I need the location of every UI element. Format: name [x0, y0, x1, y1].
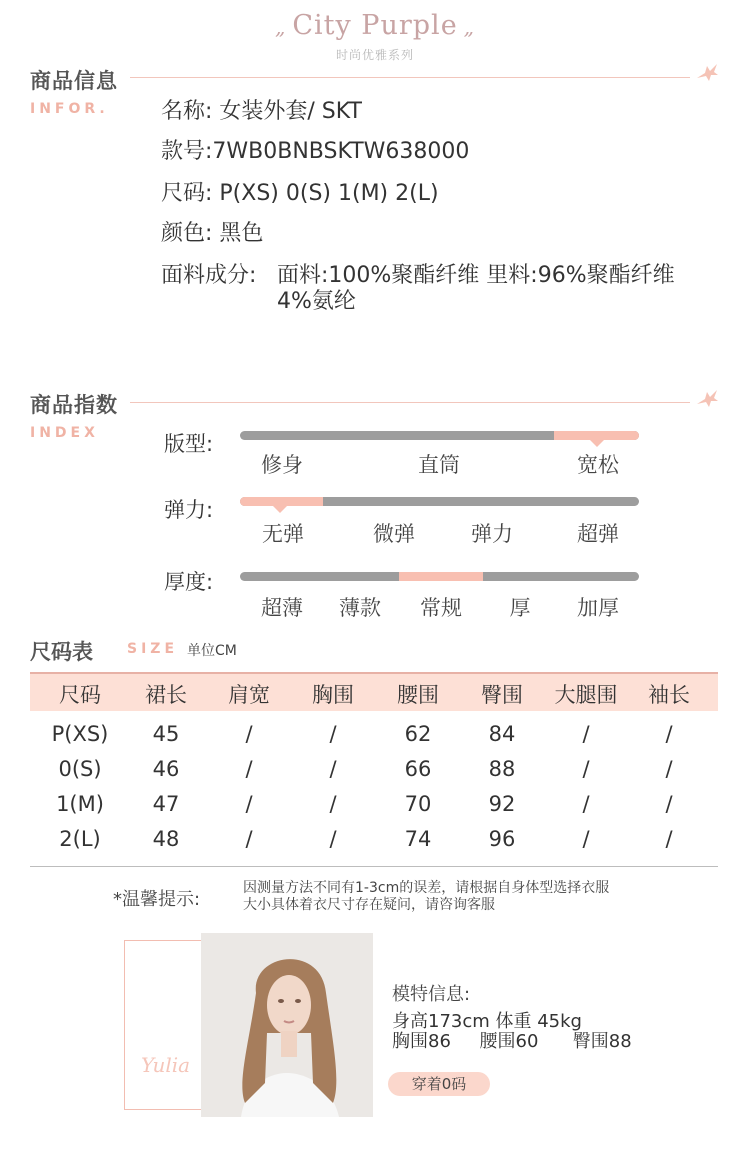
table-cell: /: [329, 827, 337, 851]
info-section-divider: [130, 77, 690, 78]
table-cell: 45: [152, 722, 180, 746]
size-section-title-en: SIZE: [127, 641, 179, 657]
table-cell: 1(M): [56, 792, 104, 816]
table-header-cell: 尺码: [59, 683, 101, 707]
elasticity-tick: 超弹: [577, 522, 619, 546]
table-header-cell: 胸围: [312, 683, 354, 707]
elasticity-marker: [273, 506, 287, 513]
table-cell: /: [665, 792, 673, 816]
table-row: [30, 722, 718, 752]
model-photo-art: [201, 933, 373, 1117]
table-header-cell: 腰围: [397, 683, 439, 707]
table-header-cell: 裙长: [145, 683, 187, 707]
table-cell: /: [665, 827, 673, 851]
pegasus-icon: [694, 386, 720, 412]
brand-quote-left: „: [274, 15, 287, 39]
table-cell: /: [245, 792, 253, 816]
info-sizes: 尺码: P(XS) 0(S) 1(M) 2(L): [161, 181, 439, 206]
info-color: 颜色: 黑色: [161, 221, 264, 246]
index-section-title: 商品指数: [30, 393, 118, 417]
table-cell: 84: [488, 722, 516, 746]
table-cell: P(XS): [51, 722, 109, 746]
thickness-tick: 厚: [509, 596, 531, 620]
model-measure-1: 身高173cm 体重 45kg: [392, 1011, 582, 1032]
table-cell: 74: [404, 827, 432, 851]
thickness-bar: [240, 572, 639, 581]
tip-line-1: 因测量方法不同有1-3cm的误差，请根据自身体型选择衣服: [243, 880, 610, 896]
thickness-tick: 超薄: [261, 596, 303, 620]
fit-tick: 修身: [261, 453, 303, 477]
fit-tick: 直筒: [418, 453, 460, 477]
table-cell: /: [582, 722, 590, 746]
size-section-title: 尺码表: [30, 640, 93, 664]
fit-tick: 宽松: [577, 453, 619, 477]
thickness-tick: 加厚: [577, 596, 619, 620]
table-cell: 46: [152, 757, 180, 781]
fit-marker: [590, 440, 604, 447]
table-header-cell: 臀围: [481, 683, 523, 707]
table-cell: /: [665, 722, 673, 746]
size-unit: 单位CM: [187, 643, 237, 659]
table-cell: 48: [152, 827, 180, 851]
thickness-tick: 薄款: [339, 596, 381, 620]
pegasus-icon: [694, 60, 720, 86]
info-fabric-line1: 面料:100%聚酯纤维 里料:96%聚酯纤维: [277, 263, 675, 288]
info-section-title-en: INFOR.: [30, 101, 109, 117]
table-cell: /: [329, 722, 337, 746]
info-fabric-label: 面料成分:: [161, 263, 257, 288]
table-cell: /: [329, 757, 337, 781]
model-name: Yulia: [141, 1053, 191, 1077]
table-cell: 88: [488, 757, 516, 781]
elasticity-tick: 弹力: [471, 522, 513, 546]
info-name: 名称: 女装外套/ SKT: [161, 99, 362, 124]
table-header-cell: 大腿围: [554, 683, 618, 707]
model-info-title: 模特信息:: [392, 984, 471, 1005]
brand-name: City Purple: [292, 10, 458, 41]
thickness-tick: 常规: [420, 596, 462, 620]
thickness-bar-highlight: [399, 572, 483, 581]
table-header-cell: 肩宽: [228, 683, 270, 707]
table-cell: /: [582, 757, 590, 781]
info-style-number: 款号:7WB0BNBSKTW638000: [161, 139, 470, 164]
elasticity-tick: 无弹: [262, 522, 304, 546]
info-section-title: 商品信息: [30, 69, 118, 93]
elasticity-tick: 微弹: [373, 522, 415, 546]
table-row: [30, 827, 718, 857]
elasticity-label: 弹力:: [164, 498, 214, 522]
model-measure-2: 胸围86 腰围60 臀围88: [392, 1031, 632, 1052]
fit-bar: [240, 431, 639, 440]
elasticity-bar: [240, 497, 639, 506]
table-header-cell: 袖长: [648, 683, 690, 707]
table-cell: /: [245, 827, 253, 851]
table-cell: 0(S): [58, 757, 102, 781]
index-section-title-en: INDEX: [30, 425, 99, 441]
elasticity-bar-highlight: [240, 497, 323, 506]
table-cell: 2(L): [59, 827, 101, 851]
tip-label: *温馨提示:: [113, 889, 201, 910]
table-cell: /: [245, 757, 253, 781]
fit-label: 版型:: [164, 432, 214, 456]
table-header-row: [30, 674, 718, 711]
table-cell: 66: [404, 757, 432, 781]
table-cell: /: [582, 792, 590, 816]
table-cell: 70: [404, 792, 432, 816]
table-cell: /: [582, 827, 590, 851]
table-cell: 96: [488, 827, 516, 851]
thickness-label: 厚度:: [164, 570, 214, 594]
table-cell: 62: [404, 722, 432, 746]
table-cell: 47: [152, 792, 180, 816]
table-cell: /: [329, 792, 337, 816]
info-fabric-line2: 4%氨纶: [277, 289, 356, 314]
table-cell: 92: [488, 792, 516, 816]
table-row: [30, 757, 718, 787]
brand-title: [0, 10, 750, 41]
table-row: [30, 792, 718, 822]
index-section-divider: [130, 402, 690, 403]
brand-quote-right: „: [463, 15, 476, 39]
table-bottom-rule: [30, 866, 718, 867]
tip-line-2: 大小具体着衣尺寸存在疑问，请咨询客服: [243, 897, 495, 913]
wearing-size-badge: 穿着0码: [388, 1072, 490, 1096]
brand-subtitle: 时尚优雅系列: [335, 48, 414, 62]
fit-bar-highlight: [554, 431, 639, 440]
model-photo: [201, 933, 373, 1117]
table-cell: /: [245, 722, 253, 746]
table-cell: /: [665, 757, 673, 781]
